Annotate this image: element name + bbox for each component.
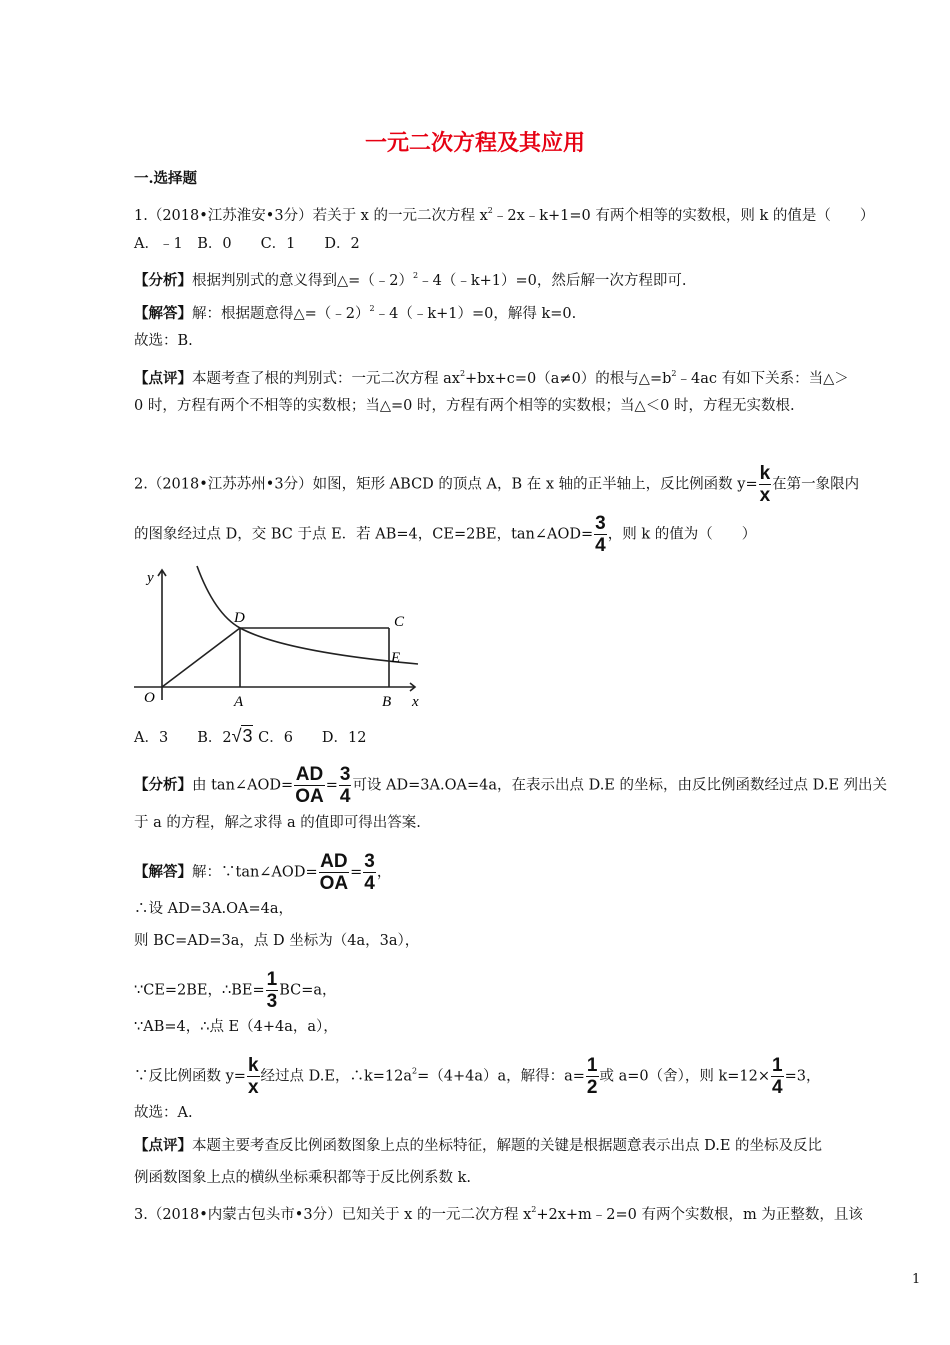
q3-stem: 3.（2018•内蒙古包头市•3分）已知关于 x 的一元二次方程 $x^2+2x+m﹣2=0$ 有两个实数根，m 为正整数，且该 (134, 1205, 863, 1223)
label-x: x (412, 694, 419, 710)
fraction-3-over-4: $\frac{3}{4}$ (364, 851, 375, 894)
q2-comment-line2: 例函数图象上点的横纵坐标乘积都等于反比例系数 k. (134, 1170, 472, 1186)
label-A: A (234, 694, 244, 710)
q1-analysis: 【分析】根据判别式的意义得到△=（﹣2）$^2$﹣4（﹣k+1）=0，然后解一次方程即可. (134, 271, 687, 289)
label-C: C (394, 614, 405, 630)
q2-solution-line1: 【解答】解：∵tan∠AOD= $\frac{AD}{OA}$ = $\frac{3}{4}$ ， (134, 851, 392, 894)
fraction-1-over-2: $\frac{1}{2}$ (586, 1055, 598, 1098)
fraction-k-over-x: $\frac{k}{x}$ (247, 1055, 259, 1098)
page-title: 一元二次方程及其应用 (364, 131, 585, 156)
q1-comment-line1: 【点评】本题考查了根的判别式：一元二次方程 $ax^2+bx+c=0(a\ne 0)$的根与$\triangle=b^2﹣4ac$ 有如下关系：当△＞ (134, 369, 849, 387)
fraction-AD-over-OA: $\frac{AD}{OA}$ (319, 851, 349, 894)
q2-solution-line2: ∴设 AD=3A.OA=4a， (134, 901, 294, 917)
q2-solution-line3: 则 BC=AD=3a，点 D 坐标为（4a，3a）， (134, 933, 420, 949)
label-y: y (147, 570, 154, 586)
q1-comment-line2: 0 时，方程有两个不相等的实数根；当△=0 时，方程有两个相等的实数根；当△＜0 时，方程无实数根. (134, 398, 795, 414)
fraction-1-over-4: $\frac{1}{4}$ (772, 1055, 783, 1098)
label-B: B (382, 694, 392, 710)
q1-solution: 【解答】解：根据题意得△=（﹣2）$^2$﹣4（﹣k+1）=0，解得 k=0. (134, 304, 577, 322)
page-number: 1 (912, 1272, 921, 1287)
hyperbola-curve (197, 566, 418, 664)
label-D: D (234, 610, 245, 626)
fraction-AD-over-OA: $\frac{AD}{OA}$ (295, 764, 324, 807)
q2-choice: 故选：A. (134, 1105, 193, 1121)
q1-stem: 1.（2018•江苏淮安•3分）若关于 x 的一元二次方程 $x^2﹣2x﹣k+1=0$ 有两个相等的实数根，则 k 的值是（ ） (134, 206, 875, 224)
q2-comment-line1: 【点评】本题主要考查反比例函数图象上点的坐标特征，解题的关键是根据题意表示出点 D.E 的坐标及反比 (134, 1137, 823, 1154)
q2-options: A．3 B．2√3 C．6 D．12 (134, 726, 367, 746)
q2-stem-line1: 2.（2018•江苏苏州•3分）如图，矩形 ABCD 的顶点 A，B 在 x 轴的正半轴上，反比例函数 y= $\frac{k}{x}$ 在第一象限内 (134, 463, 860, 506)
label-E: E (391, 650, 401, 666)
q2-stem-line2: 的图象经过点 D，交 BC 于点 E．若 AB=4，CE=2BE，tan∠AOD= $\frac{3}{4}$ ，则 k 的值为（ ） (134, 513, 757, 556)
fraction-1-over-3: $\frac{1}{3}$ (266, 969, 278, 1012)
q2-analysis-line2: 于 a 的方程，解之求得 a 的值即可得出答案. (134, 815, 421, 831)
section-heading: 一.选择题 (134, 170, 198, 187)
q2-solution-line6: ∵反比例函数 y= $\frac{k}{x}$ 经过点 D.E，$\therefore k=12a^2=(4+4a)a$，解得：a= $\frac{1}{2}$ 或 a=0（舍），则 k=12× $\frac{1}{4}$ =3， (134, 1055, 821, 1098)
q2-analysis-line1: 【分析】由 tan∠AOD= $\frac{AD}{OA}$ = $\frac{3}{4}$ 可设 AD=3A.OA=4a，在表示出点 D.E 的坐标，由反比例函数经过点 D.E 列出关 (134, 764, 888, 807)
q1-options: A．﹣1 B．0 C．1 D．2 (134, 236, 360, 252)
label-O: O (144, 690, 155, 706)
q1-choice: 故选：B. (134, 333, 193, 349)
q2-solution-line5: ∵AB=4，∴点 E（4+4a，a）， (134, 1019, 338, 1035)
fraction-k-over-x: $\frac{k}{x}$ (759, 463, 771, 506)
q2-figure (130, 560, 430, 710)
q2-solution-line4: ∵CE=2BE，∴BE= $\frac{1}{3}$ BC=a， (134, 969, 337, 1012)
sqrt-symbol: √3 (231, 726, 253, 746)
segment-OD (162, 628, 240, 687)
fraction-3-over-4: $\frac{3}{4}$ (339, 764, 351, 807)
fraction-3-over-4: $\frac{3}{4}$ (595, 513, 606, 556)
